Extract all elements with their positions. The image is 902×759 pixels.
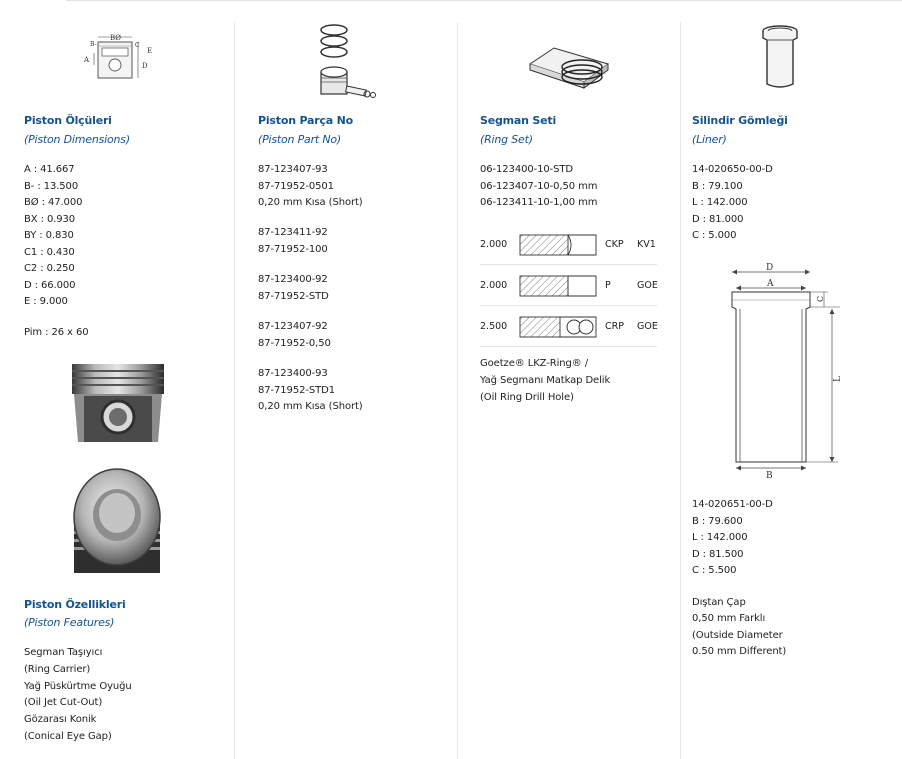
ring-maker: GOE xyxy=(637,280,658,291)
liner-subtitle: (Liner) xyxy=(692,133,727,146)
part-number: 87-71952-0,50 xyxy=(258,337,331,349)
ring-set-subtitle: (Ring Set) xyxy=(480,133,533,146)
feature-line: (Conical Eye Gap) xyxy=(24,731,112,742)
feature-line: Gözarası Konik xyxy=(24,714,97,725)
piston-top-photo xyxy=(72,465,162,575)
feature-line: (Oil Jet Cut-Out) xyxy=(24,697,103,708)
ring-type: P xyxy=(605,280,611,291)
liner-label-d: D xyxy=(766,263,774,273)
ring-profile-icon xyxy=(518,273,598,299)
piston-parts-icon xyxy=(316,22,376,102)
liner-label-c: C xyxy=(816,295,825,302)
ring-note: Yağ Segmanı Matkap Delik xyxy=(480,375,611,386)
ring-set-code: 06-123407-10-0,50 mm xyxy=(480,180,598,192)
piston-dimensions-title: Piston Ölçüleri xyxy=(24,114,112,127)
liner-spec-line: C : 5.500 xyxy=(692,565,737,576)
liner-spec-line: D : 81.500 xyxy=(692,548,744,560)
ring-width: 2.500 xyxy=(480,321,508,332)
ring-type: CKP xyxy=(605,239,624,250)
dimension-line: BØ : 47.000 xyxy=(24,197,83,208)
liner-note: 0,50 mm Farklı xyxy=(692,613,766,624)
liner-label-b: B xyxy=(766,471,773,481)
ring-row xyxy=(480,266,657,306)
ring-row xyxy=(480,307,657,347)
part-number: 87-123400-93 xyxy=(258,368,328,379)
piston-side-photo xyxy=(70,362,166,444)
ring-profile-icon xyxy=(518,232,598,258)
ring-width: 2.000 xyxy=(480,280,508,291)
part-number: 87-123400-92 xyxy=(258,274,328,285)
feature-line: Yağ Püskürtme Oyuğu xyxy=(24,681,132,692)
part-number: 87-123407-92 xyxy=(258,321,328,332)
liner-note: 0.50 mm Different) xyxy=(692,646,787,657)
part-number: 87-123407-93 xyxy=(258,164,328,175)
piston-features-subtitle: (Piston Features) xyxy=(24,616,115,629)
diagram-label-bo: BØ xyxy=(110,34,122,42)
dimension-line: A : 41.667 xyxy=(24,164,75,175)
ring-maker: KV1 xyxy=(637,239,656,250)
dimension-line: BY : 0.830 xyxy=(24,230,74,241)
part-note: 0,20 mm Kısa (Short) xyxy=(258,197,363,208)
liner-note: Dıştan Çap xyxy=(692,597,746,608)
liner-spec-line: B : 79.600 xyxy=(692,515,743,527)
ring-set-code: 06-123411-10-1,00 mm xyxy=(480,197,598,208)
liner-spec-line: 14-020651-00-D xyxy=(692,499,773,510)
part-number: 87-71952-STD xyxy=(258,290,329,302)
diagram-label-bminus: B- xyxy=(90,41,97,48)
top-divider xyxy=(66,0,902,1)
ring-note: (Oil Ring Drill Hole) xyxy=(480,392,574,403)
dimension-line: C1 : 0.430 xyxy=(24,246,75,258)
ring-set-title: Segman Seti xyxy=(480,114,557,127)
piston-dimension-diagram xyxy=(80,33,160,83)
liner-icon xyxy=(760,24,800,90)
liner-dimension-diagram xyxy=(726,260,846,485)
column-divider-3 xyxy=(680,22,681,759)
part-number: 87-71952-0501 xyxy=(258,180,334,192)
liner-spec-line: B : 79.100 xyxy=(692,180,743,192)
part-number: 87-71952-STD1 xyxy=(258,384,335,396)
feature-line: (Ring Carrier) xyxy=(24,664,91,675)
feature-line: Segman Taşıyıcı xyxy=(24,647,103,658)
part-number: 87-71952-100 xyxy=(258,243,328,255)
part-note: 0,20 mm Kısa (Short) xyxy=(258,401,363,412)
liner-note: (Outside Diameter xyxy=(692,630,783,641)
pin-size: Pim : 26 x 60 xyxy=(24,327,89,338)
diagram-label-c: C xyxy=(135,42,140,49)
part-number: 87-123411-92 xyxy=(258,227,328,238)
diagram-label-a: A xyxy=(84,56,90,64)
diagram-label-d: D xyxy=(142,62,148,70)
piston-part-no-title: Piston Parça No xyxy=(258,114,354,127)
liner-title: Silindir Gömleği xyxy=(692,114,788,127)
liner-spec-line: C : 5.000 xyxy=(692,230,737,241)
column-divider-2 xyxy=(457,22,458,759)
ring-maker: GOE xyxy=(637,321,658,332)
ring-set-code: 06-123400-10-STD xyxy=(480,164,574,175)
liner-label-l: L xyxy=(833,376,843,382)
dimension-line: C2 : 0.250 xyxy=(24,263,75,274)
piston-features-title: Piston Özellikleri xyxy=(24,598,126,611)
ring-note: Goetze® LKZ-Ring® / xyxy=(480,358,588,369)
dimension-line: D : 66.000 xyxy=(24,279,76,291)
liner-spec-line: D : 81.000 xyxy=(692,213,744,225)
column-divider-1 xyxy=(234,22,235,759)
liner-label-a: A xyxy=(767,279,774,289)
diagram-label-e: E xyxy=(147,47,153,55)
dimension-line: BX : 0.930 xyxy=(24,213,76,225)
ring-width: 2.000 xyxy=(480,239,508,250)
liner-spec-line: 14-020650-00-D xyxy=(692,164,773,175)
dimension-line: B- : 13.500 xyxy=(24,180,79,192)
dimension-line: E : 9.000 xyxy=(24,296,68,307)
ring-row xyxy=(480,225,657,265)
liner-spec-line: L : 142.000 xyxy=(692,197,748,208)
piston-part-no-subtitle: (Piston Part No) xyxy=(258,133,341,146)
piston-dimensions-subtitle: (Piston Dimensions) xyxy=(24,133,130,146)
ring-profile-icon xyxy=(518,314,598,340)
ring-set-icon xyxy=(528,42,610,92)
ring-type: CRP xyxy=(605,321,624,332)
liner-spec-line: L : 142.000 xyxy=(692,532,748,543)
